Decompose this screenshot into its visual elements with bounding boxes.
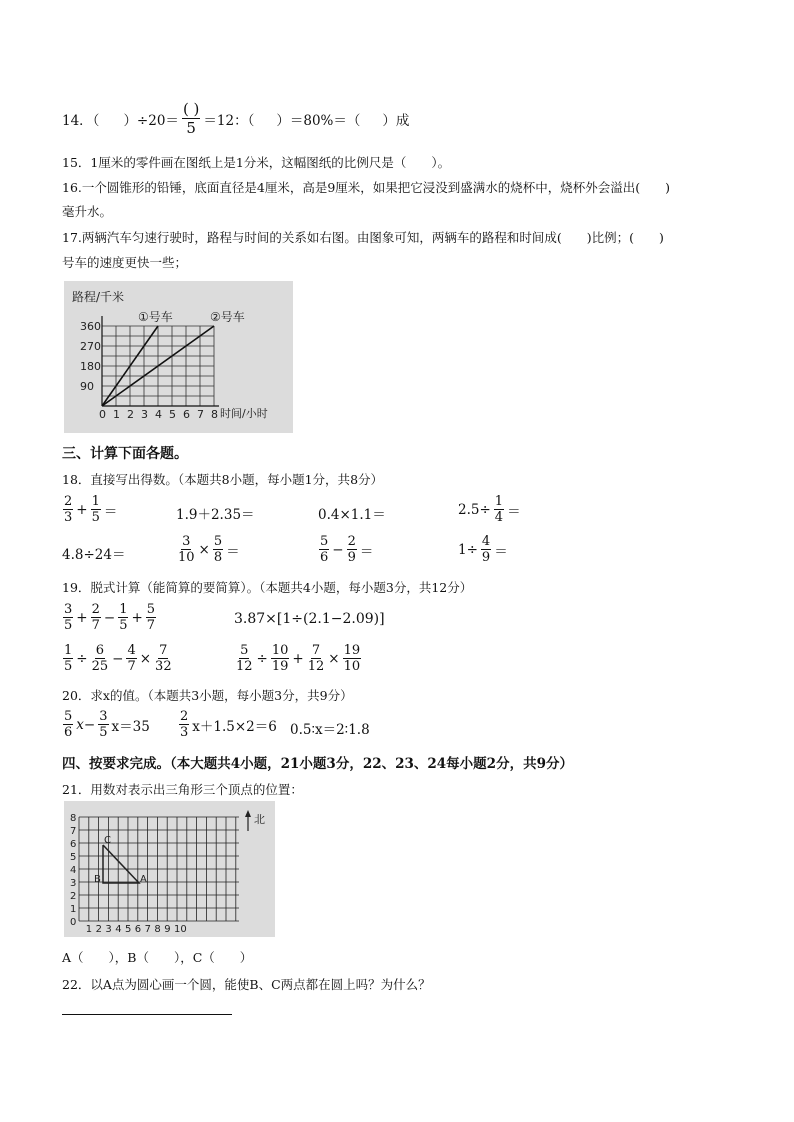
numerator: 1 <box>91 494 100 509</box>
question-14 <box>62 100 409 137</box>
point-b-label: B <box>94 874 101 885</box>
answer-line <box>62 1014 232 1015</box>
denominator: 10 <box>343 659 361 674</box>
numerator: 7 <box>159 643 168 658</box>
chart-y-axis-label: 路程/千米 <box>72 290 125 304</box>
q14-part4: ）成 <box>382 112 410 129</box>
x-tick-label: 7 <box>144 924 151 935</box>
question-21-answer: A（ ），B（ ），C（ ） <box>62 950 253 965</box>
denominator: 4 <box>494 510 504 525</box>
numerator: 2 <box>91 602 100 617</box>
q19-item-b: 3.87×[1÷(2.1−2.09)] <box>234 611 385 627</box>
numerator: 1 <box>119 602 128 617</box>
q19-item-a <box>62 602 157 633</box>
q20-item-c: 0.5∶x＝2∶1.8 <box>290 722 370 738</box>
question-16-line1: 16.一个圆锥形的铅锤，底面直径是4厘米，高是9厘米，如果把它浸没到盛满水的烧杯中，烧杯外会溢出( ) <box>62 180 671 195</box>
x-tick-label: 2 <box>95 924 102 935</box>
q18-item-d <box>458 494 521 525</box>
x-tick-label: 1 <box>113 408 120 421</box>
operator: × <box>139 650 152 667</box>
chart-series1-label: ①号车 <box>138 310 173 324</box>
x-tick-label: 0 <box>99 408 106 421</box>
q20-item-a <box>62 709 150 740</box>
numerator: 19 <box>343 643 361 658</box>
denominator: 3 <box>180 725 189 740</box>
denominator: 5 <box>119 618 128 633</box>
fraction <box>154 643 173 674</box>
y-tick-label: 180 <box>80 360 101 373</box>
numerator: 4 <box>127 643 136 658</box>
expression-text: x− <box>76 716 96 733</box>
numerator: 5 <box>213 534 223 549</box>
fraction <box>319 534 329 565</box>
denominator: 7 <box>127 659 136 674</box>
expression-text: x＝35 <box>111 718 150 735</box>
numerator: 5 <box>64 709 73 724</box>
fraction <box>126 643 136 674</box>
numerator: 3 <box>64 602 73 617</box>
y-tick-label: 0 <box>70 917 77 928</box>
x-tick-label: 10 <box>174 924 187 935</box>
north-label: 北 <box>254 813 265 826</box>
q14-frac-numerator: ( ) <box>182 100 200 118</box>
numerator: 2 <box>64 494 73 509</box>
x-tick-label: 5 <box>125 924 132 935</box>
fraction <box>63 602 73 633</box>
x-tick-label: 6 <box>183 408 190 421</box>
denominator: 6 <box>64 725 73 740</box>
denominator: 7 <box>146 618 156 633</box>
denominator: 5 <box>64 659 73 674</box>
denominator: 7 <box>91 618 100 633</box>
q18-item-h <box>458 534 508 565</box>
q19-item-d <box>234 643 362 674</box>
numerator: 1 <box>494 494 504 509</box>
denominator: 5 <box>64 618 73 633</box>
point-c-label: C <box>104 835 111 846</box>
numerator: 5 <box>240 643 249 658</box>
equals: ＝ <box>359 543 374 560</box>
question-18-title: 18．直接写出得数。（本题共8小题，每小题1分，共8分） <box>62 472 384 487</box>
q14-fraction <box>182 100 200 137</box>
north-arrowhead-icon <box>245 810 251 817</box>
q18-item-b: 1.9＋2.35＝ <box>176 507 255 523</box>
x-tick-label: 5 <box>169 408 176 421</box>
operator: + <box>76 609 88 626</box>
equals: ＝ <box>226 543 240 560</box>
fraction <box>347 534 357 565</box>
fraction <box>146 602 156 633</box>
operator: ÷ <box>256 650 268 667</box>
q14-number: 14．（ <box>62 112 100 129</box>
denominator: 32 <box>155 659 172 674</box>
x-tick-label: 8 <box>154 924 161 935</box>
section-3-heading: 三、计算下面各题。 <box>62 446 188 462</box>
fraction <box>91 643 110 674</box>
question-22: 22．以A点为圆心画一个圆，能使B、C两点都在圆上吗？为什么？ <box>62 977 431 992</box>
q18-item-f <box>176 534 240 565</box>
numerator: 3 <box>99 709 108 724</box>
fraction <box>63 709 73 740</box>
fraction <box>213 534 223 565</box>
y-tick-label: 3 <box>70 878 77 889</box>
operator: + <box>292 650 304 667</box>
denominator: 5 <box>99 725 108 740</box>
numerator: 6 <box>95 643 104 658</box>
question-19-title: 19．脱式计算（能简算的要简算）。（本题共4小题，每小题3分，共12分） <box>62 580 473 595</box>
q19-item-c <box>62 643 174 674</box>
point-a-label: A <box>140 874 147 885</box>
fraction <box>271 643 290 674</box>
chart-series2-label: ②号车 <box>210 310 245 324</box>
y-tick-label: 1 <box>70 904 77 915</box>
y-tick-label: 270 <box>80 340 101 353</box>
question-16-line2: 毫升水。 <box>62 204 113 219</box>
distance-time-chart-svg <box>64 281 293 433</box>
y-tick-label: 2 <box>70 891 77 902</box>
x-tick-label: 4 <box>115 924 122 935</box>
question-17-line2: 号车的速度更快一些； <box>62 255 188 270</box>
fraction <box>63 643 73 674</box>
fraction <box>177 534 196 565</box>
equals: ＝ <box>103 503 118 520</box>
fraction <box>118 602 128 633</box>
q18-item-g <box>318 534 373 565</box>
denominator: 10 <box>178 550 195 565</box>
y-tick-label: 6 <box>70 839 77 850</box>
denominator: 8 <box>213 550 223 565</box>
y-tick-label: 90 <box>80 380 94 393</box>
operator: + <box>76 501 88 518</box>
fraction <box>235 643 254 674</box>
question-21-title: 21．用数对表示出三角形三个顶点的位置： <box>62 782 303 797</box>
operator: × <box>328 650 340 667</box>
x-tick-label: 3 <box>105 924 112 935</box>
question-17-line1: 17.两辆汽车匀速行驶时，路程与时间的关系如右图。由图象可知，两辆车的路程和时间成( )比例；( ) <box>62 230 664 245</box>
denominator: 6 <box>320 550 329 565</box>
y-tick-label: 7 <box>70 826 77 837</box>
distance-time-chart <box>64 281 293 433</box>
expression-text: 2.5÷ <box>458 501 491 518</box>
numerator: 5 <box>320 534 329 549</box>
q18-item-a <box>62 494 117 525</box>
numerator: 1 <box>64 643 73 658</box>
operator: − <box>112 650 124 667</box>
y-tick-label: 360 <box>80 320 101 333</box>
numerator: 2 <box>180 709 189 724</box>
numerator: 7 <box>311 643 321 658</box>
fraction <box>494 494 504 525</box>
denominator: 9 <box>347 550 356 565</box>
q20-item-b <box>178 709 277 740</box>
operator: × <box>198 541 210 558</box>
y-tick-label: 5 <box>70 852 77 863</box>
denominator: 25 <box>91 659 109 674</box>
coordinate-grid-svg <box>64 801 275 937</box>
y-tick-label: 8 <box>70 813 77 824</box>
x-tick-label: 2 <box>127 408 134 421</box>
numerator: 4 <box>481 534 491 549</box>
section-4-heading: 四、按要求完成。（本大题共4小题，21小题3分，22、23、24每小题2分，共9分） <box>62 756 573 772</box>
question-20-title: 20．求x的值。（本题共3小题，每小题3分，共9分） <box>62 688 353 703</box>
q18-item-c: 0.4×1.1＝ <box>318 507 386 523</box>
equals: ＝ <box>494 543 508 560</box>
x-tick-label: 7 <box>197 408 204 421</box>
numerator: 3 <box>182 534 191 549</box>
numerator: 2 <box>347 534 356 549</box>
numerator: 5 <box>146 602 156 617</box>
y-tick-label: 4 <box>70 865 77 876</box>
fraction <box>91 494 101 525</box>
coordinate-grid-figure <box>64 801 275 937</box>
q14-part1: ）÷20＝ <box>123 112 179 129</box>
fraction <box>307 643 326 674</box>
q18-item-e: 4.8÷24＝ <box>62 547 126 563</box>
numerator: 10 <box>271 643 289 658</box>
x-tick-label: 8 <box>211 408 218 421</box>
q14-part3: ）＝80%＝（ <box>276 112 361 129</box>
chart-x-axis-label: 时间/小时 <box>220 407 268 420</box>
denominator: 9 <box>481 550 491 565</box>
x-tick-label: 4 <box>155 408 162 421</box>
operator: − <box>332 541 344 558</box>
denominator: 12 <box>307 659 325 674</box>
fraction <box>481 534 491 565</box>
q14-part2: ＝12：（ <box>203 112 255 129</box>
x-tick-label: 1 <box>85 924 93 935</box>
equals: ＝ <box>507 503 521 520</box>
operator: + <box>131 609 143 626</box>
denominator: 19 <box>271 659 289 674</box>
fraction <box>343 643 362 674</box>
denominator: 5 <box>91 510 100 525</box>
operator: − <box>103 609 116 626</box>
operator: ÷ <box>76 650 88 667</box>
denominator: 3 <box>64 510 73 525</box>
expression-text: x＋1.5×2＝6 <box>192 718 277 735</box>
x-tick-label: 6 <box>134 924 142 935</box>
x-tick-label: 3 <box>141 408 148 421</box>
fraction <box>179 709 189 740</box>
fraction <box>98 709 108 740</box>
question-15: 15．1厘米的零件画在图纸上是1分米，这幅图纸的比例尺是（ ）。 <box>62 155 451 170</box>
fraction <box>91 602 101 633</box>
x-tick-label: 9 <box>164 924 171 935</box>
expression-text: 1÷ <box>458 541 478 558</box>
q14-frac-denominator: 5 <box>186 119 196 137</box>
denominator: 12 <box>236 659 253 674</box>
fraction <box>63 494 73 525</box>
